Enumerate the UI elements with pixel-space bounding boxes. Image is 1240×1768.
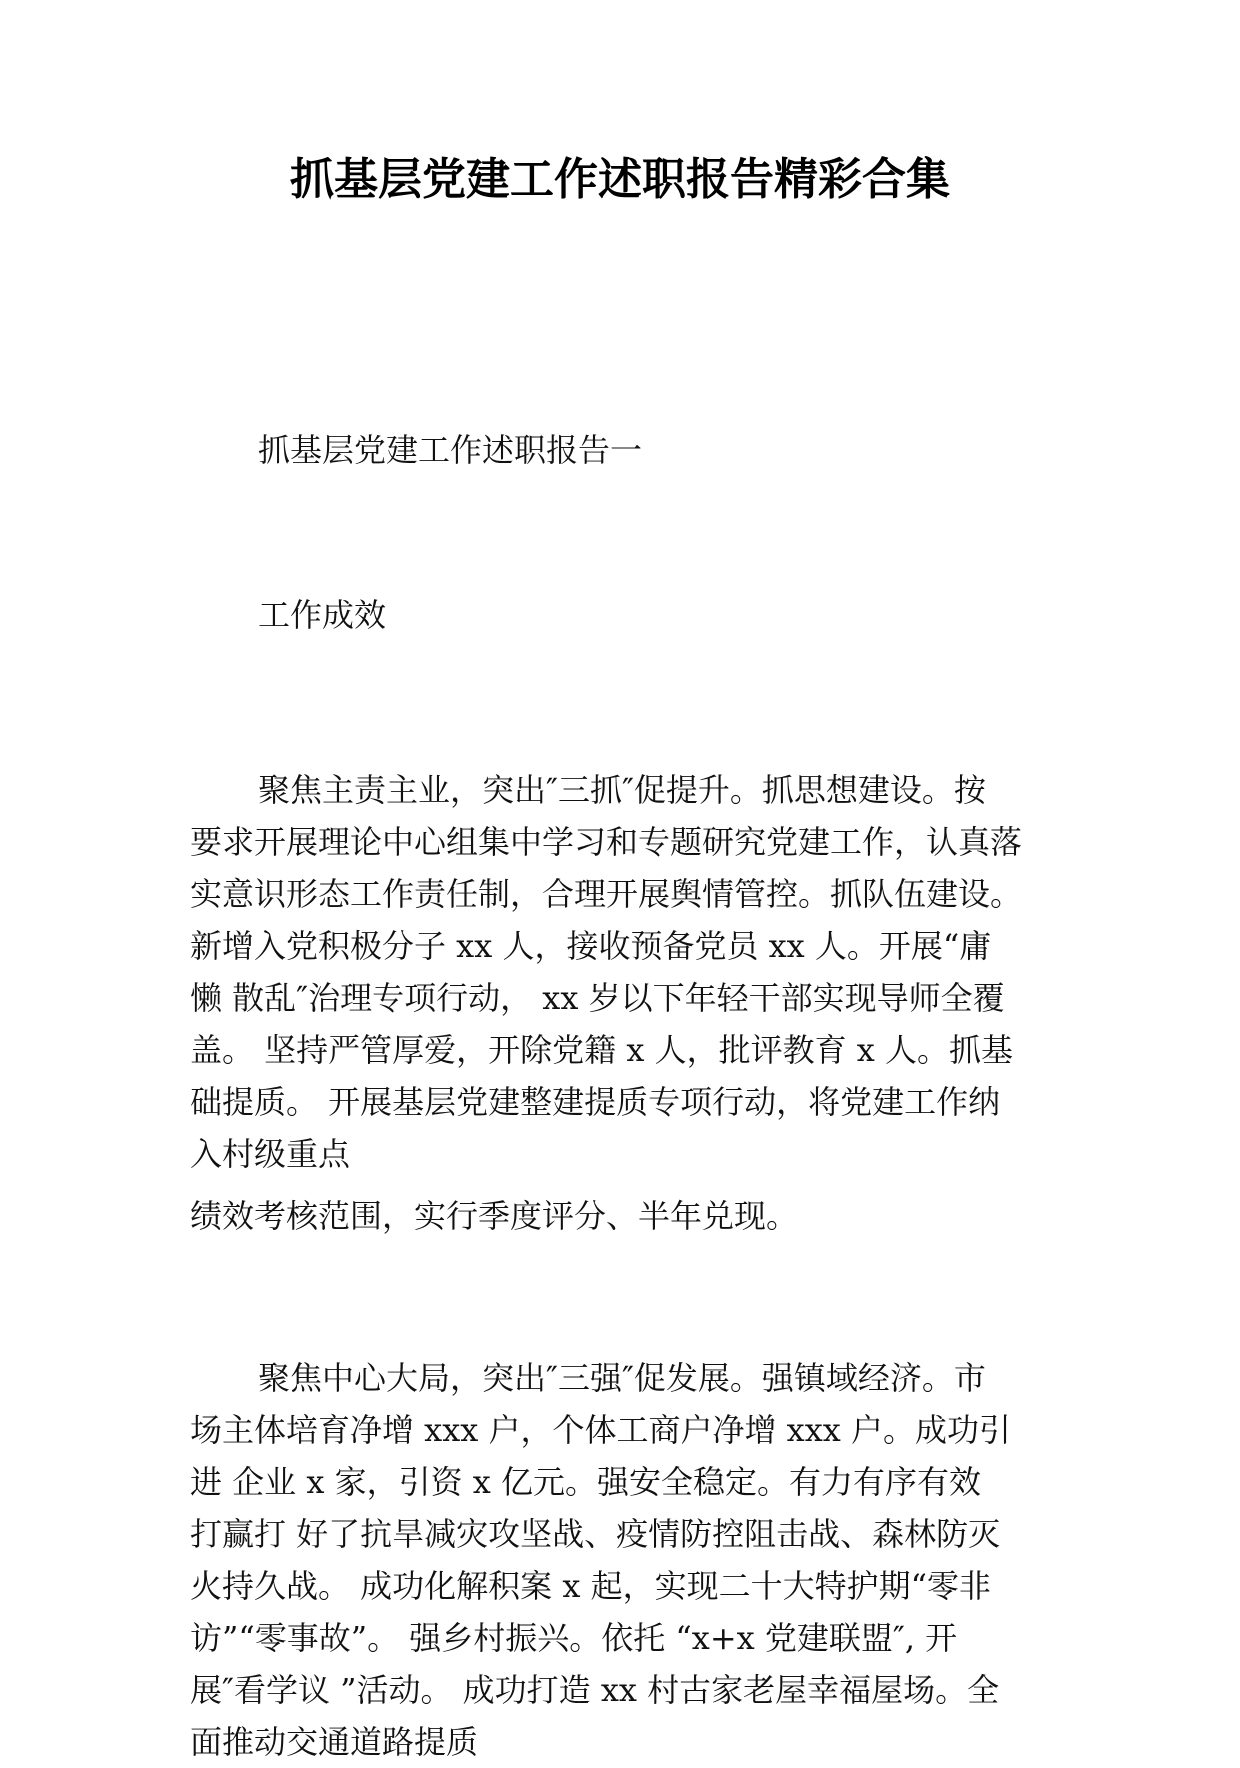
- document-title: 抓基层党建工作述职报告精彩合集: [290, 154, 950, 205]
- paragraph-line: 场主体培育净增 xxx 户，个体工商户净增 xxx 户。成功引: [190, 1411, 1011, 1449]
- paragraph-line: 要求开展理论中心组集中学习和专题研究党建工作，认真落: [190, 823, 1023, 861]
- paragraph-line: 入村级重点: [190, 1135, 351, 1173]
- paragraph-line: 懒 散乱″治理专项行动， xx 岁以下年轻干部实现导师全覆: [190, 979, 1005, 1017]
- paragraph-line: 展″看学议 ”活动。 成功打造 xx 村古家老屋幸福屋场。全: [190, 1671, 1000, 1709]
- section-heading: 抓基层党建工作述职报告一: [258, 431, 643, 469]
- paragraph-line: 础提质。 开展基层党建整建提质专项行动，将党建工作纳: [190, 1083, 1001, 1121]
- subsection-heading: 工作成效: [258, 596, 387, 634]
- paragraph-line: 打赢打 好了抗旱减灾攻坚战、疫情防控阻击战、森林防灭: [190, 1515, 1001, 1553]
- paragraph-line: 聚焦中心大局，突出″三强″促发展。强镇域经济。市: [258, 1359, 986, 1397]
- paragraph-2: [190, 1190, 1070, 1242]
- paragraph-line: 聚焦主责主业，突出″三抓″促提升。抓思想建设。按: [258, 771, 986, 809]
- paragraph-line: 火持久战。 成功化解积案 x 起，实现二十大特护期“零非: [190, 1567, 991, 1605]
- paragraph-line: 面推动交通道路提质: [190, 1723, 479, 1761]
- paragraph-line: 绩效考核范围，实行季度评分、半年兑现。: [190, 1197, 799, 1235]
- paragraph-line: 新增入党积极分子 xx 人，接收预备党员 xx 人。开展“庸: [190, 927, 992, 965]
- paragraph-line: 访”“零事故”。 强乡村振兴。依托 “x+x 党建联盟″, 开: [190, 1619, 958, 1657]
- paragraph-line: 进 企业 x 家，引资 x 亿元。强安全稳定。有力有序有效: [190, 1463, 981, 1501]
- paragraph-line: 实意识形态工作责任制，合理开展舆情管控。抓队伍建设。: [190, 875, 1023, 913]
- paragraph-line: 盖。 坚持严管厚爱，开除党籍 x 人，批评教育 x 人。抓基: [190, 1031, 1013, 1069]
- paragraph-1: [190, 764, 1070, 1180]
- paragraph-3: [190, 1352, 1070, 1768]
